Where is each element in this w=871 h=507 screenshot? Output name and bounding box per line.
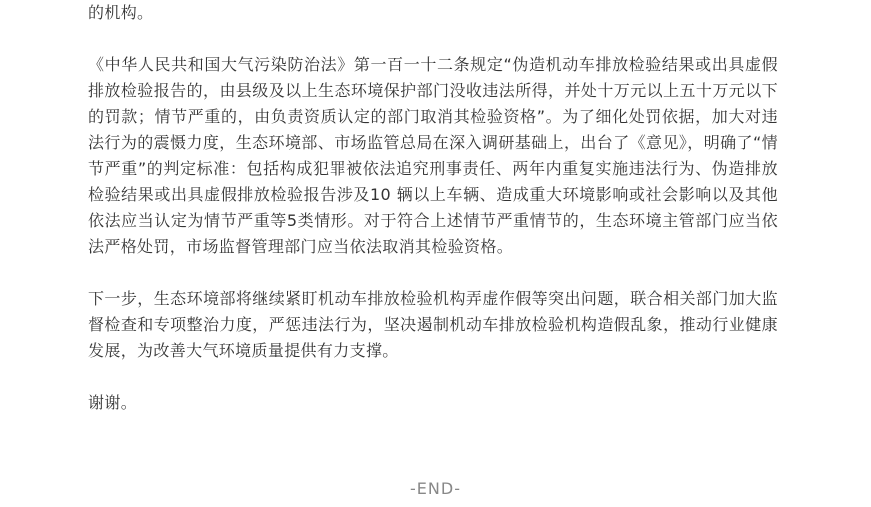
paragraph-continuation: 的机构。: [88, 3, 154, 22]
paragraph-thanks: 谢谢。: [88, 393, 138, 412]
article-body: [88, 0, 778, 416]
end-mark: -END-: [410, 479, 461, 498]
paragraph-law-citation: 《中华人民共和国大气污染防治法》第一百一十二条规定“伪造机动车排放检验结果或出具虚假排放检验报告的，由县级及以上生态环境保护部门没收违法所得，并处十万元以上五十万元以下的罚款；情节严重的，由负责资质认定的部门取消其检验资格”。为了细化处罚依据，加大对违法行为的震慑力度，生态环境部、市场监管总局在深入调研基础上，出台了《意见》，明确了“情节严重”的判定标准：包括构成犯罪被依法追究刑事责任、两年内重复实施违法行为、伪造排放检验结果或出具虚假排放检验报告涉及10 辆以上车辆、造成重大环境影响或社会影响以及其他依法应当认定为情节严重等5类情形。对于符合上述情节严重情节的，生态环境主管部门应当依法严格处罚，市场监督管理部门应当依法取消其检验资格。: [88, 55, 778, 256]
paragraph-next-steps: 下一步，生态环境部将继续紧盯机动车排放检验机构弄虚作假等突出问题，联合相关部门加大监督检查和专项整治力度，严惩违法行为，坚决遏制机动车排放检验机构造假乱象，推动行业健康发展，为改善大气环境质量提供有力支撑。: [88, 289, 778, 360]
